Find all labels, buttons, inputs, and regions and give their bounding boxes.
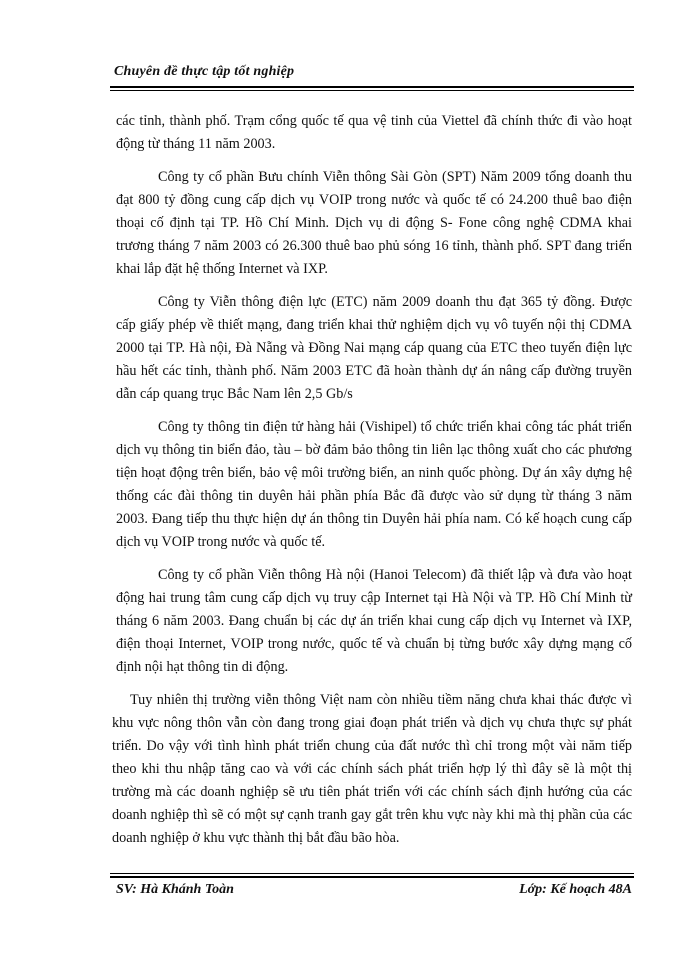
document-body [112,110,632,860]
paragraph-conclusion: Tuy nhiên thị trường viễn thông Việt nam còn nhiều tiềm năng chưa khai thác được vì khu vực nông thôn vẫn còn đang trong giai đoạn phát triển và dịch vụ chưa thực sự phát triển. Do vậy với tình hình phát triển chung của đất nước thì chỉ trong một vài năm tiếp theo khi thu nhập tăng cao và với các chính sách phát triển hợp lý thì đây sẽ là một thị trường mà các doanh nghiệp sẽ ưu tiên phát triển với các chính sách định hướng của các doanh nghiệp thì sẽ có một sự cạnh tranh gay gắt trên khu vực này khi mà thị phần của các doanh nghiệp ở khu vực thành thị bắt đầu bão hòa. [112,692,632,846]
footer-rule-thick [110,876,634,878]
paragraph-vishipel: Công ty thông tin điện tử hàng hải (Vishipel) tổ chức triển khai công tác phát triển dịch vụ thông tin biển đảo, tàu – bờ đảm bảo thông tin liên lạc thông xuất cho các phương tiện hoạt động trên biển, bảo vệ môi trường biển, an ninh quốc phòng. Dự án xây dựng hệ thống các đài thông tin duyên hải phần phía Bắc đã được vào sử dụng từ tháng 3 năm 2003. Đang tiếp thu thực hiện dự án thông tin Duyên hải phía nam. Có kế hoạch cung cấp dịch vụ VOIP trong nước và quốc tế. [116,419,632,550]
paragraph-etc: Công ty Viễn thông điện lực (ETC) năm 2009 doanh thu đạt 365 tỷ đồng. Được cấp giấy phép về thiết mạng, đang triển khai thử nghiệm dịch vụ vô tuyến nội thị CDMA 2000 tại TP. Hà nội, Đà Nẵng và Đồng Nai mạng cáp quang của ETC theo tuyến điện lực hầu hết các tỉnh, thành phố. Năm 2003 ETC đã hoàn thành dự án nâng cấp đường truyền dẫn cáp quang trục Bắc Nam lên 2,5 Gb/s [116,294,632,402]
header-rule-thin [110,90,634,91]
footer-rule-thin [110,873,634,874]
paragraph-spt: Công ty cổ phần Bưu chính Viễn thông Sài Gòn (SPT) Năm 2009 tổng doanh thu đạt 800 tỷ đồng cung cấp dịch vụ VOIP trong nước và quốc tế có 24.200 thuê bao điện thoại cố định tại TP. Hồ Chí Minh. Dịch vụ di động S- Fone công nghệ CDMA khai trương tháng 7 năm 2003 có 26.300 thuê bao phủ sóng 16 tỉnh, thành phố. SPT đang triển khai lắp đặt hệ thống Internet và IXP. [116,169,632,277]
footer-student-name: SV: Hà Khánh Toàn [116,882,234,897]
paragraph-continuation: các tỉnh, thành phố. Trạm cổng quốc tế qua vệ tinh của Viettel đã chính thức đi vào hoạt động từ tháng 11 năm 2003. [116,113,632,152]
paragraph-hanoi-telecom: Công ty cổ phần Viễn thông Hà nội (Hanoi Telecom) đã thiết lập và đưa vào hoạt động hai trung tâm cung cấp dịch vụ truy cập Internet tại Hà Nội và TP. Hồ Chí Minh từ tháng 6 năm 2003. Đang chuẩn bị các dự án triển khai cung cấp dịch vụ Internet và IXP, điện thoại Internet, VOIP trong nước, quốc tế và chuẩn bị từng bước xây dựng mạng cố định nội hạt thông tin di động. [116,567,632,675]
header-rule-thick [110,86,634,88]
page-header-title: Chuyên đề thực tập tốt nghiệp [114,64,295,79]
footer-class-name: Lớp: Kế hoạch 48A [519,882,632,897]
